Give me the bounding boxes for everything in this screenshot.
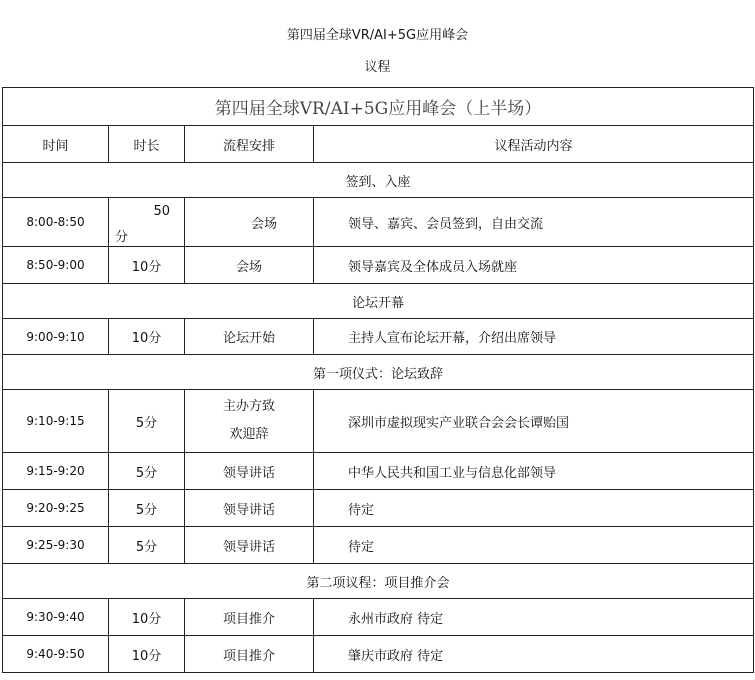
row-duration: 5分 bbox=[109, 390, 185, 453]
row-flow-text: 会场 bbox=[250, 216, 277, 232]
table-row bbox=[3, 490, 754, 527]
row-duration bbox=[109, 198, 185, 247]
table-row bbox=[3, 319, 754, 355]
table-row bbox=[3, 390, 754, 453]
row-flow-line1: 主办方致 bbox=[222, 399, 275, 414]
row-duration-number: 50 bbox=[153, 204, 170, 219]
table-row bbox=[3, 247, 754, 284]
section-row-speeches bbox=[3, 355, 754, 390]
row-flow-line2: 欢迎辞 bbox=[229, 427, 269, 442]
section-title: 签到、入座 bbox=[3, 163, 754, 198]
row-flow: 项目推介 bbox=[185, 599, 314, 636]
row-time: 9:00-9:10 bbox=[3, 319, 109, 355]
header-row bbox=[3, 126, 754, 163]
document-title: 第四届全球VR/AI+5G应用峰会 bbox=[286, 28, 469, 43]
row-content: 领导、嘉宾、会员签到，自由交流 bbox=[314, 198, 754, 247]
header-flow: 流程安排 bbox=[185, 126, 314, 163]
section-row-projects bbox=[3, 564, 754, 599]
table-row bbox=[3, 599, 754, 636]
row-duration: 10分 bbox=[109, 319, 185, 355]
table-row bbox=[3, 453, 754, 490]
row-duration-unit: 分 bbox=[115, 230, 129, 245]
row-time: 9:25-9:30 bbox=[3, 527, 109, 564]
table-row bbox=[3, 636, 754, 673]
row-flow: 会场 bbox=[185, 247, 314, 284]
row-content: 主持人宣布论坛开幕，介绍出席领导 bbox=[314, 319, 754, 355]
row-time: 9:30-9:40 bbox=[3, 599, 109, 636]
row-flow: 领导讲话 bbox=[185, 453, 314, 490]
header-time: 时间 bbox=[3, 126, 109, 163]
row-content: 待定 bbox=[314, 490, 754, 527]
row-time: 8:00-8:50 bbox=[3, 198, 109, 247]
row-flow: 论坛开始 bbox=[185, 319, 314, 355]
row-duration: 10分 bbox=[109, 247, 185, 284]
row-time: 9:15-9:20 bbox=[3, 453, 109, 490]
row-content: 领导嘉宾及全体成员入场就座 bbox=[314, 247, 754, 284]
row-duration: 10分 bbox=[109, 599, 185, 636]
section-row-opening bbox=[3, 284, 754, 319]
row-time: 9:20-9:25 bbox=[3, 490, 109, 527]
section-title: 第二项议程：项目推介会 bbox=[3, 564, 754, 599]
row-flow bbox=[185, 390, 314, 453]
section-title: 第一项仪式：论坛致辞 bbox=[3, 355, 754, 390]
row-content: 深圳市虚拟现实产业联合会会长谭贻国 bbox=[314, 390, 754, 453]
row-content: 中华人民共和国工业与信息化部领导 bbox=[314, 453, 754, 490]
document-subtitle: 议程 bbox=[364, 60, 391, 75]
row-time: 8:50-9:00 bbox=[3, 247, 109, 284]
row-duration: 10分 bbox=[109, 636, 185, 673]
row-flow bbox=[185, 198, 314, 247]
row-duration: 5分 bbox=[109, 490, 185, 527]
row-time: 9:10-9:15 bbox=[3, 390, 109, 453]
row-content: 肇庆市政府 待定 bbox=[314, 636, 754, 673]
table-title: 第四届全球VR/AI+5G应用峰会（上半场） bbox=[3, 88, 754, 126]
row-flow: 领导讲话 bbox=[185, 527, 314, 564]
header-content: 议程活动内容 bbox=[314, 126, 754, 163]
table-row bbox=[3, 198, 754, 247]
section-title: 论坛开幕 bbox=[3, 284, 754, 319]
row-flow: 项目推介 bbox=[185, 636, 314, 673]
row-time: 9:40-9:50 bbox=[3, 636, 109, 673]
row-content: 待定 bbox=[314, 527, 754, 564]
table-row bbox=[3, 527, 754, 564]
section-row-checkin bbox=[3, 163, 754, 198]
header-duration: 时长 bbox=[109, 126, 185, 163]
agenda-table bbox=[2, 87, 754, 673]
row-content: 永州市政府 待定 bbox=[314, 599, 754, 636]
row-flow: 领导讲话 bbox=[185, 490, 314, 527]
row-duration: 5分 bbox=[109, 527, 185, 564]
row-duration: 5分 bbox=[109, 453, 185, 490]
